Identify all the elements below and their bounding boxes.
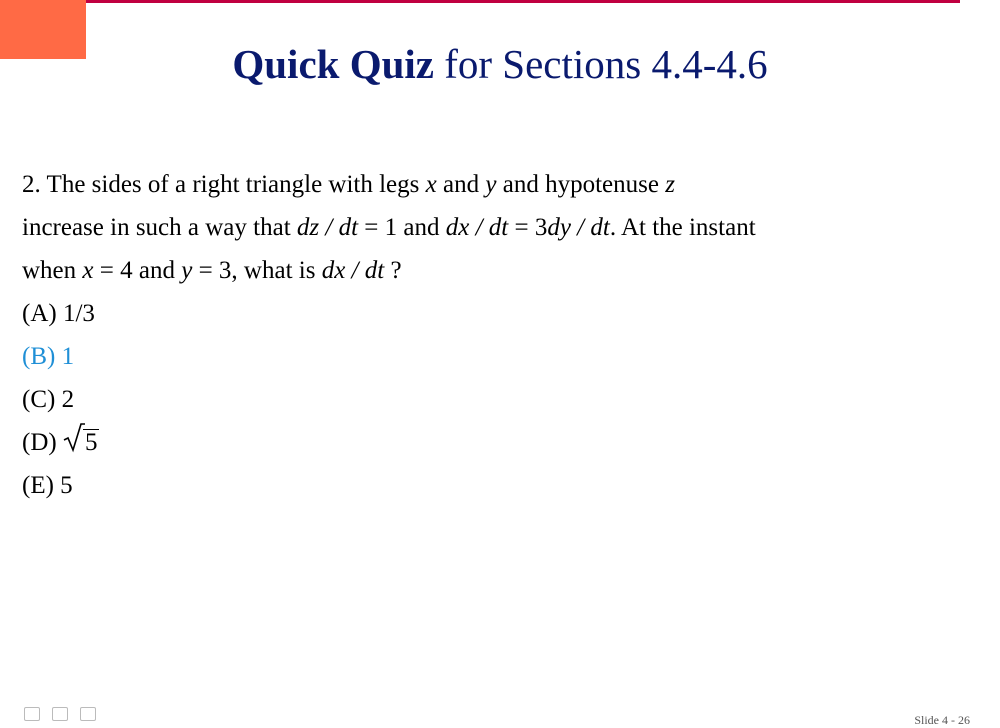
text-run: = 3, what is [192, 257, 322, 284]
text-run: increase in such a way that [22, 214, 297, 241]
text-run: . At the instant [609, 214, 756, 241]
expr-dzdt: dz / dt [296, 214, 359, 241]
option-a: (A) 1/3 [22, 300, 95, 327]
option-d-label: (D) [22, 429, 63, 456]
text-run: = 1 and [358, 214, 446, 241]
text-run: ? [384, 257, 402, 284]
question-line-3 [22, 249, 942, 292]
text-run: = 4 and [93, 257, 182, 284]
nav-buttons [24, 707, 108, 726]
var-z: z [665, 171, 675, 198]
nav-home-icon[interactable] [52, 707, 68, 721]
expr-dxdt: dx / dt [445, 214, 509, 241]
title-bold: Quick Quiz [232, 41, 434, 87]
expr-dxdt: dx / dt [321, 257, 385, 284]
sqrt-radicand: 5 [84, 429, 98, 456]
var-x: x [425, 171, 437, 198]
question-line-1 [22, 163, 942, 206]
top-rule [86, 0, 960, 3]
slide-title [0, 40, 1000, 88]
option-d [22, 421, 942, 464]
text-run: = 3 [508, 214, 548, 241]
text-run: when [22, 257, 83, 284]
var-y: y [485, 171, 497, 198]
text-run: 2. The sides of a right triangle with legs [22, 171, 426, 198]
sqrt-icon [63, 423, 85, 453]
question-line-2 [22, 206, 942, 249]
text-run: and hypotenuse [496, 171, 666, 198]
var-y: y [181, 257, 193, 284]
text-run: and [436, 171, 486, 198]
expr-dydt: dy / dt [547, 214, 610, 241]
option-b: (B) 1 [22, 343, 75, 370]
sqrt-expression [63, 421, 100, 464]
nav-forward-icon[interactable] [80, 707, 96, 721]
slide-number: Slide 4 - 26 [914, 713, 970, 727]
var-x: x [82, 257, 94, 284]
question-body [22, 163, 942, 507]
slide-footer [0, 712, 970, 727]
title-rest: for Sections 4.4-4.6 [433, 41, 768, 87]
nav-back-icon[interactable] [24, 707, 40, 721]
option-c: (C) 2 [22, 386, 75, 413]
option-e: (E) 5 [22, 472, 73, 499]
